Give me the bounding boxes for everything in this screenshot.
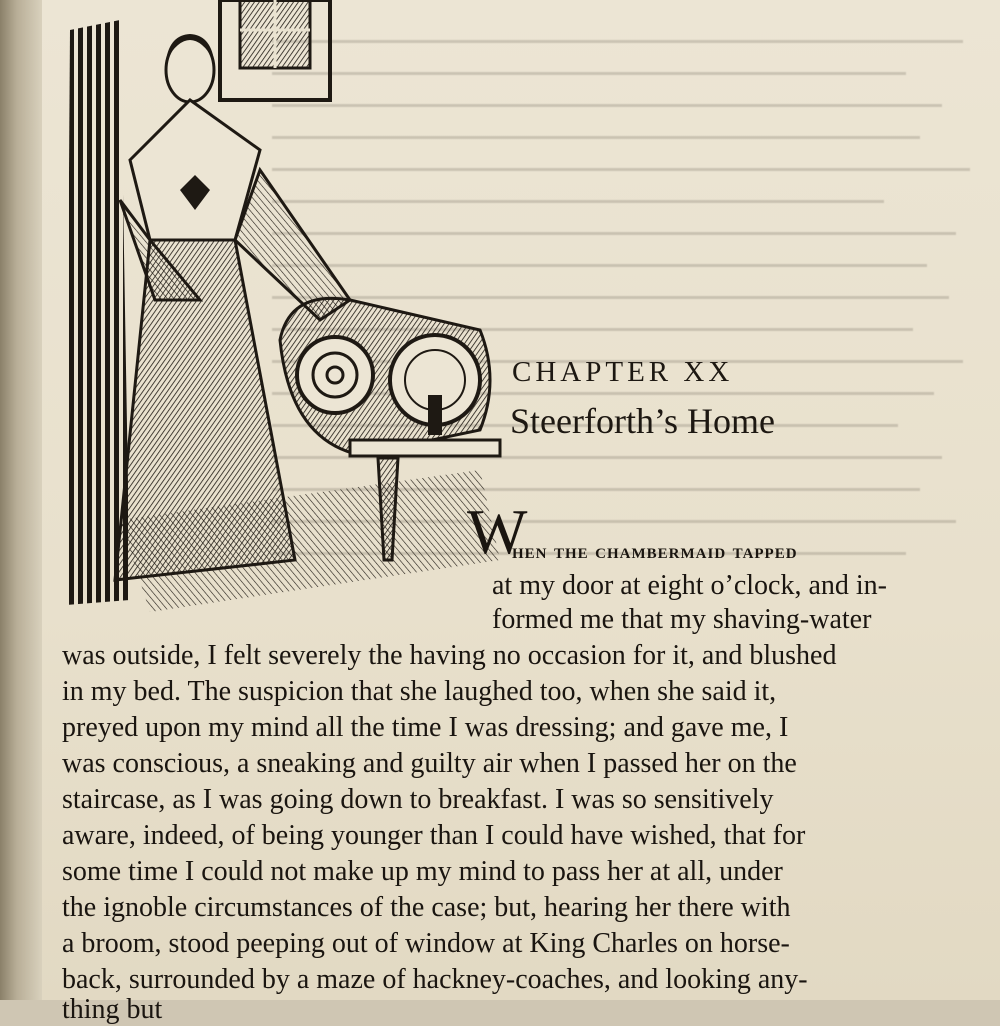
woman-dress (115, 240, 295, 580)
text-line (512, 538, 967, 564)
text-line: the ignoble circumstances of the case; but, hearing her there with (62, 892, 791, 923)
text-line: in my bed. The suspicion that she laughed too, when she said it, (62, 676, 777, 707)
woman-sleeve (235, 170, 350, 320)
text-line: thing but (62, 994, 163, 1025)
text-line: staircase, as I was going down to breakfast. I was so sensitively (62, 784, 774, 815)
text-line: back, surrounded by a maze of hackney-coaches, and looking any- (62, 964, 808, 995)
woman-by-sofa-engraving-icon (60, 0, 500, 620)
text-line: formed me that my shaving-water (492, 604, 872, 635)
opening-small-caps: hen the chambermaid tapped (512, 538, 798, 563)
book-spine-shadow (0, 0, 42, 1000)
text-line: aware, indeed, of being younger than I could have wished, that for (62, 820, 806, 851)
book-page (42, 0, 1000, 1025)
drop-cap: W (467, 496, 528, 567)
sofa-scroll-left (297, 337, 373, 413)
woman-collar (130, 100, 260, 240)
text-line: was conscious, a sneaking and guilty air when I passed her on the (62, 748, 797, 779)
sofa-tassel (428, 395, 442, 435)
text-line: at my door at eight o’clock, and in- (492, 570, 887, 601)
text-line: a broom, stood peeping out of window at King Charles on horse- (62, 928, 790, 959)
text-line: preyed upon my mind all the time I was dressing; and gave me, I (62, 712, 789, 743)
text-line: was outside, I felt severely the having no occasion for it, and blushed (62, 640, 837, 671)
text-line: some time I could not make up my mind to pass her at all, under (62, 856, 783, 887)
chapter-number: CHAPTER XX (512, 356, 734, 388)
chapter-title: Steerforth’s Home (510, 401, 775, 441)
